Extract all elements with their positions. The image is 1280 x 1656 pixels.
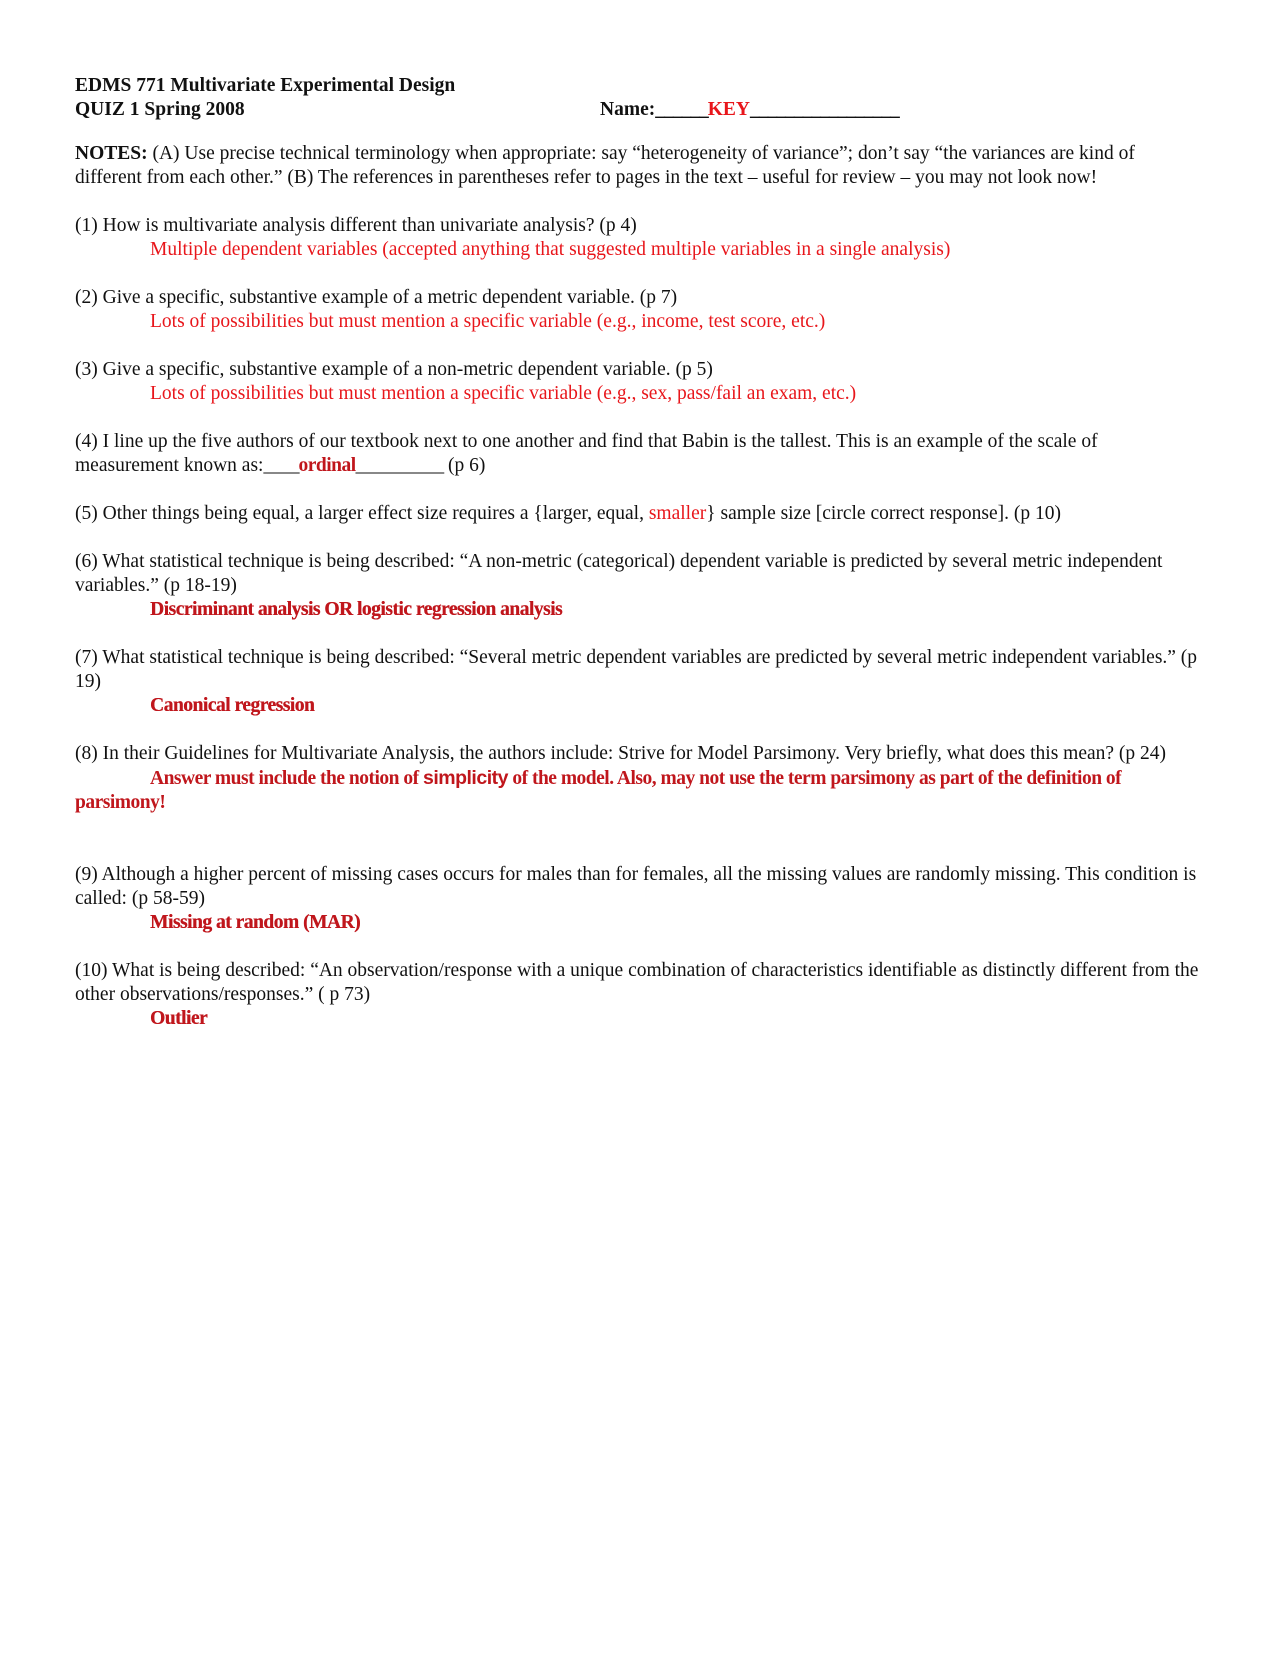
- answer-blank-before: ____: [263, 455, 299, 476]
- quiz-document: [75, 74, 1205, 1031]
- question-text: (6) What statistical technique is being described: “A non-metric (categorical) dependent variable is predicted by several metric independent variables.” (p 18-19): [75, 551, 1163, 596]
- question-text: (7) What statistical technique is being described: “Several metric dependent variables are predicted by several metric independent variables.” (p 19): [75, 647, 1198, 692]
- question-text: (2) Give a specific, substantive example of a metric dependent variable. (p 7): [75, 287, 678, 308]
- name-label: Name:: [600, 99, 656, 120]
- answer-text: [75, 766, 1205, 815]
- question-text: (1) How is multivariate analysis different than univariate analysis? (p 4): [75, 215, 637, 236]
- answer-text: smaller: [648, 503, 707, 524]
- answer-text: ordinal: [298, 455, 356, 476]
- answer-text: Discriminant analysis OR logistic regression analysis: [150, 599, 563, 620]
- question-text: (8) In their Guidelines for Multivariate Analysis, the authors include: Strive for Model Parsimony. Very briefly, what does this mean? (p 24): [75, 743, 1167, 764]
- question-page-ref: (p 6): [443, 455, 486, 476]
- notes-paragraph: [75, 142, 1205, 190]
- header-line-quiz: [75, 98, 1205, 122]
- question-text-after: } sample size [circle correct response]. (p 10): [706, 503, 1062, 524]
- answer-text: Lots of possibilities but must mention a specific variable (e.g., sex, pass/fail an exam, etc.): [150, 383, 857, 404]
- name-blank-before: ______: [655, 99, 708, 120]
- notes-label: NOTES:: [75, 143, 148, 164]
- course-title: EDMS 771 Multivariate Experimental Design: [75, 75, 456, 96]
- answer-text: Canonical regression: [150, 695, 315, 716]
- answer-text: Lots of possibilities but must mention a specific variable (e.g., income, test score, etc.): [150, 311, 826, 332]
- notes-text: (A) Use precise technical terminology when appropriate: say “heterogeneity of variance”; don’t say “the variances are kind of different from each other.” (B) The references in parentheses refer to pages in the text – useful for review – you may not look now!: [75, 143, 1135, 188]
- question-1: [75, 214, 1205, 262]
- question-text: (10) What is being described: “An observation/response with a unique combination of characteristics identifiable as distinctly different from the other observations/responses.” ( p 73): [75, 960, 1199, 1005]
- question-text: (3) Give a specific, substantive example of a non-metric dependent variable. (p 5): [75, 359, 713, 380]
- question-text: (9) Although a higher percent of missing cases occurs for males than for females, all the missing values are randomly missing. This condition is called: (p 58-59): [75, 864, 1197, 909]
- question-5: [75, 502, 1205, 526]
- question-text: (4) I line up the five authors of our textbook next to one another and find that Babin is the tallest. This is an example of the scale of measurement known as:: [75, 431, 1098, 476]
- answer-blank-after: __________: [355, 455, 444, 476]
- answer-text: Outlier: [150, 1008, 208, 1029]
- question-6: [75, 550, 1205, 622]
- answer-text: Missing at random (MAR): [150, 912, 361, 933]
- answer-emphasis: simplicity: [423, 767, 508, 789]
- question-10: [75, 959, 1205, 1031]
- question-9: [75, 863, 1205, 935]
- name-value: KEY: [707, 99, 750, 120]
- name-field: [600, 98, 899, 122]
- answer-text: Multiple dependent variables (accepted anything that suggested multiple variables in a single analysis): [150, 239, 951, 260]
- question-3: [75, 358, 1205, 406]
- question-4: [75, 430, 1205, 478]
- answer-text-end: of the model. Also, may not use the term parsimony as part of the definition of parsimony!: [75, 768, 1122, 813]
- answer-text-start: Answer must include the notion of: [150, 768, 423, 789]
- question-7: [75, 646, 1205, 718]
- name-blank-after: _________________: [750, 99, 899, 120]
- header-line-course: [75, 74, 1205, 98]
- quiz-title: QUIZ 1 Spring 2008: [75, 99, 245, 120]
- question-2: [75, 286, 1205, 334]
- question-text: (5) Other things being equal, a larger effect size requires a {larger, equal,: [75, 503, 649, 524]
- question-8: [75, 742, 1205, 815]
